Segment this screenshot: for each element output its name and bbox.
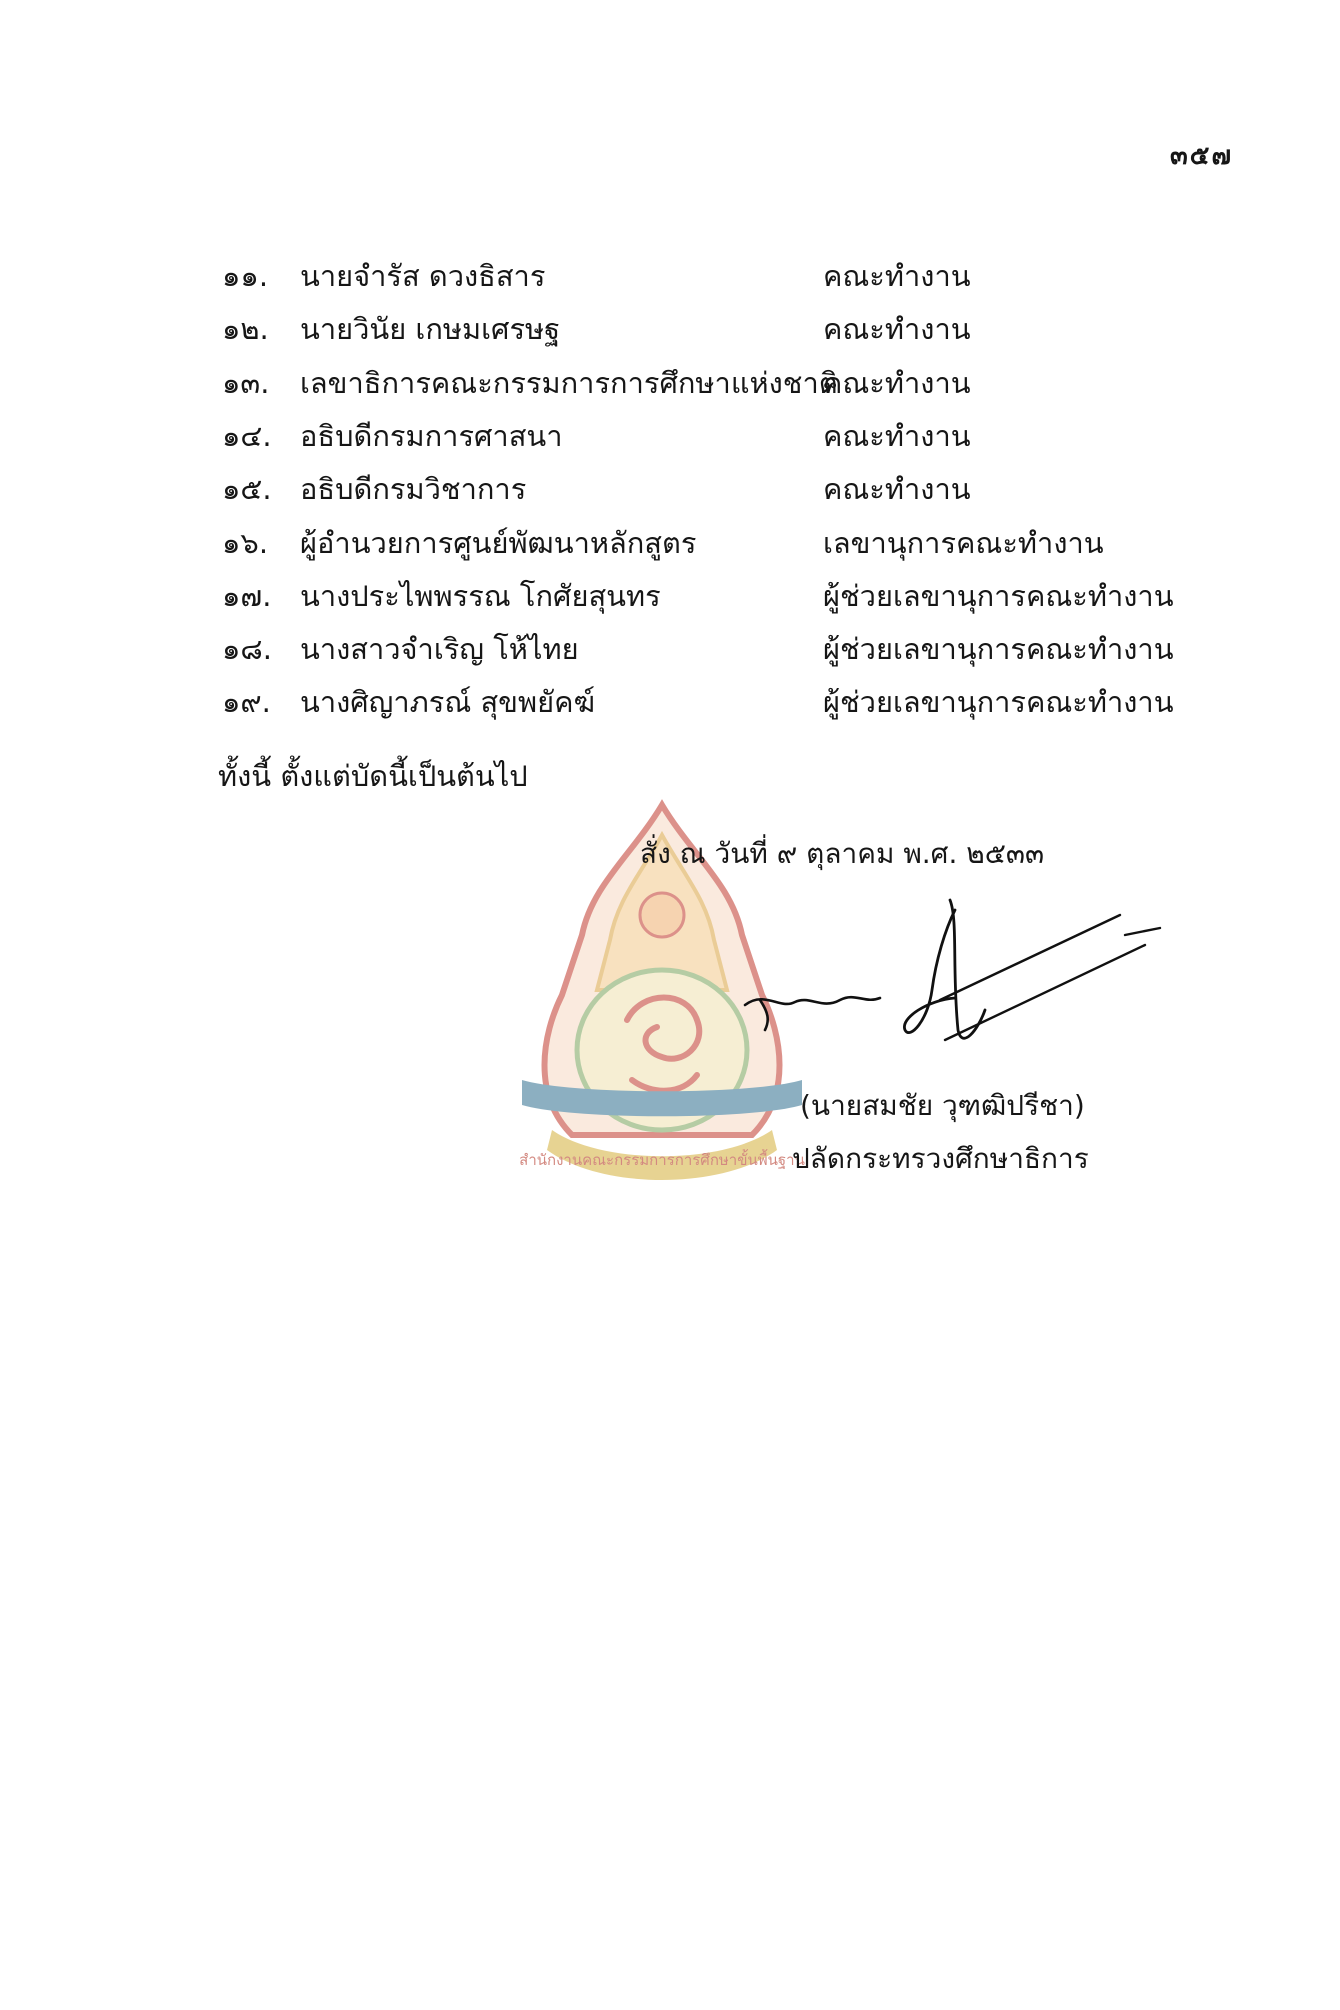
member-role: เลขานุการคณะทำงาน [823, 525, 1104, 560]
member-name: นางศิญาภรณ์ สุขพยัคฆ์ [300, 685, 596, 720]
effective-note: ทั้งนี้ ตั้งแต่บัดนี้เป็นต้นไป [218, 759, 528, 793]
member-row [0, 250, 1340, 302]
member-name: อธิบดีกรมการศาสนา [300, 418, 563, 453]
member-row [0, 517, 1340, 569]
member-name: ผู้อำนวยการศูนย์พัฒนาหลักสูตร [300, 525, 697, 560]
member-row [0, 410, 1340, 462]
member-row [0, 623, 1340, 675]
member-number: ๑๑. [222, 259, 269, 293]
date-line: สั่ง ณ วันที่ ๙ ตุลาคม พ.ศ. ๒๕๓๓ [640, 837, 1045, 870]
member-role: คณะทำงาน [823, 418, 971, 453]
member-name: นายวินัย เกษมเศรษฐ [300, 312, 561, 347]
member-role: คณะทำงาน [823, 259, 971, 293]
signer-name: (นายสมชัย วุฑฒิปรีชา) [800, 1089, 1085, 1122]
member-name: อธิบดีกรมวิชาการ [300, 472, 527, 507]
member-row [0, 303, 1340, 355]
member-number: ๑๗. [222, 578, 272, 613]
member-number: ๑๔. [222, 418, 272, 453]
member-role: ผู้ช่วยเลขานุการคณะทำงาน [823, 685, 1174, 720]
member-name: นางประไพพรรณ โกศัยสุนทร [300, 578, 661, 613]
member-number: ๑๘. [222, 632, 272, 667]
member-role: ผู้ช่วยเลขานุการคณะทำงาน [823, 632, 1174, 667]
member-role: คณะทำงาน [823, 312, 971, 347]
member-number: ๑๓. [222, 365, 270, 400]
handwritten-signature [740, 880, 1180, 1080]
seal-text: สำนักงานคณะกรรมการการศึกษาขั้นพื้นฐาน [519, 1151, 805, 1169]
page-number: ๓๕๗ [1170, 141, 1234, 171]
member-row [0, 676, 1340, 728]
member-role: คณะทำงาน [823, 472, 971, 507]
member-role: ผู้ช่วยเลขานุการคณะทำงาน [823, 578, 1174, 613]
signer-title: ปลัดกระทรวงศึกษาธิการ [792, 1142, 1089, 1175]
member-number: ๑๖. [222, 525, 269, 560]
member-number: ๑๙. [222, 685, 271, 720]
member-name: เลขาธิการคณะกรรมการการศึกษาแห่งชาติ [300, 365, 838, 400]
member-name: นายจำรัส ดวงธิสาร [300, 259, 546, 293]
member-row [0, 463, 1340, 515]
member-row [0, 357, 1340, 409]
member-number: ๑๕. [222, 472, 272, 507]
member-number: ๑๒. [222, 312, 269, 347]
member-name: นางสาวจำเริญ โห้ไทย [300, 632, 579, 667]
member-row [0, 570, 1340, 622]
member-role: คณะทำงาน [823, 365, 971, 400]
